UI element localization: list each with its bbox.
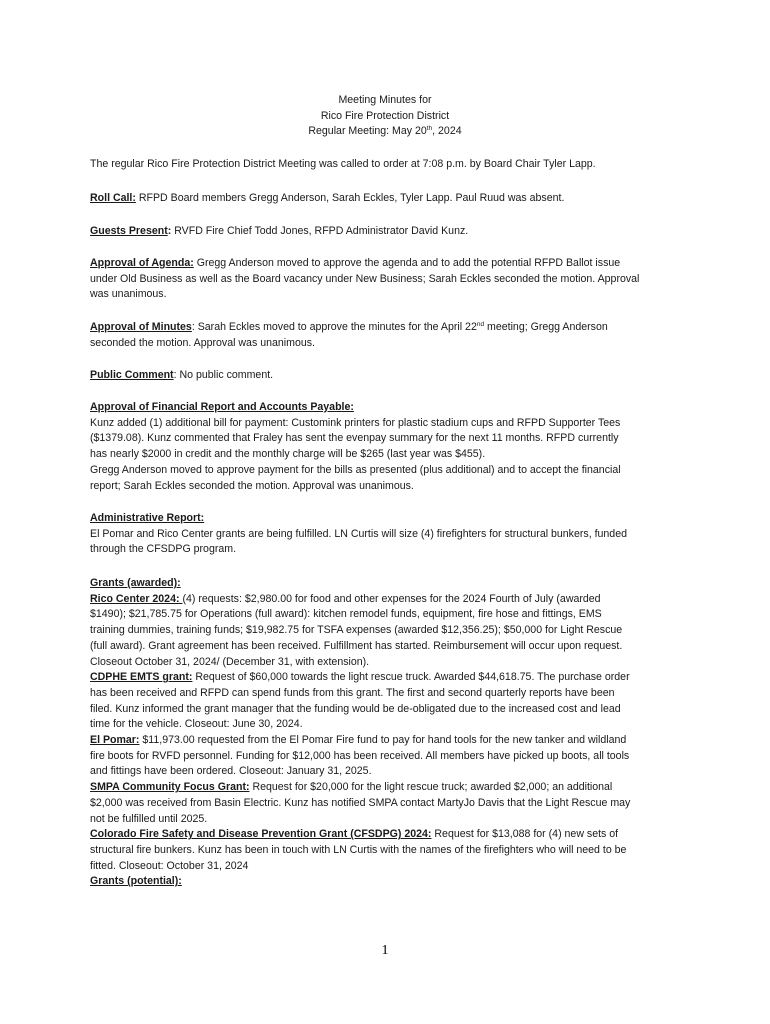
smpa-line: $2,000 was received from Basin Electric. Kunz has notified SMPA contact MartyJo Davis that the Light Rescue may [90, 796, 631, 809]
public-comment-label: Public Comment [90, 369, 174, 381]
minutes-label: Approval of Minutes [90, 321, 192, 333]
financial-heading: Approval of Financial Report and Accounts Payable: [90, 401, 354, 413]
guests-colon: : [167, 225, 172, 237]
cdphe-line: filed. Kunz informed the grant manager that the funding would be de-obligated due to the increased cost and lead [90, 702, 621, 715]
financial-line: ($1379.08). Kunz commented that Fraley has sent the evenpay summary for the next 11 months. RFPD currently [90, 432, 619, 445]
minutes-text-1b: meeting; Gregg Anderson [484, 321, 608, 333]
approval-of-agenda [90, 256, 690, 303]
cdphe-line: has been received and RFPD can spend funds from this grant. The first and second quarterly reports have been [90, 686, 615, 699]
cfsdpg-line-1 [90, 827, 690, 843]
admin-line: El Pomar and Rico Center grants are being fulfilled. LN Curtis will size (4) firefighters for structural bunkers, funded [90, 527, 627, 540]
smpa-label: SMPA Community Focus Grant: [90, 781, 250, 794]
cdphe-line: time for the vehicle. Closeout: June 30, 2024. [90, 718, 303, 731]
header-title: Meeting Minutes for [338, 94, 432, 106]
page-number: 1 [381, 943, 389, 958]
rico-line: (full award). Grant agreement has been received. Fulfillment has started. Reimbursement will occur upon request. [90, 639, 623, 652]
elpomar-line-1 [90, 733, 690, 749]
agenda-label: Approval of Agenda: [90, 257, 194, 269]
cfsdpg-line: fitted. Closeout: October 31, 2024 [90, 859, 249, 872]
call-to-order: The regular Rico Fire Protection District Meeting was called to order at 7:08 p.m. by Board Chair Tyler Lapp. [90, 158, 596, 170]
public-comment-text: : No public comment. [173, 369, 274, 381]
minutes-text-1: : Sarah Eckles moved to approve the minutes for the April 22 [191, 321, 477, 333]
agenda-line-2: under Old Business as well as the Board vacancy under New Business; Sarah Eckles seconded the motion. Approval [90, 272, 640, 285]
rico-label: Rico Center 2024: [90, 592, 183, 605]
financial-report [90, 400, 690, 494]
administrative-report [90, 511, 690, 558]
admin-line: through the CFSDPG program. [90, 543, 237, 556]
elpomar-line: and fittings have been ordered. Closeout: January 31, 2025. [90, 765, 372, 778]
agenda-text-1: Gregg Anderson moved to approve the agenda and to add the potential RFPD Ballot issue [193, 257, 621, 269]
cfsdpg-line: structural fire bunkers. Kunz has been in touch with LN Curtis with the names of the firefighters who will need to be [90, 843, 627, 856]
grants-heading: Grants (awarded): [90, 577, 181, 589]
minutes-line-2: seconded the motion. Approval was unanimous. [90, 336, 315, 349]
rico-line: training dummies, training funds; $19,982.75 for TSFA expenses (awarded $12,356.25); $50,000 for Light Rescue [90, 624, 623, 637]
admin-heading: Administrative Report: [90, 512, 205, 524]
rico-text-1: (4) requests: $2,980.00 for food and other expenses for the 2024 Fourth of July (awarded [182, 592, 601, 605]
financial-line: report; Sarah Eckles seconded the motion. Approval was unanimous. [90, 479, 414, 492]
elpomar-label: El Pomar: [90, 734, 140, 747]
approval-of-minutes [90, 320, 690, 351]
roll-call-label: Roll Call: [90, 192, 136, 204]
roll-call-text: RFPD Board members Gregg Anderson, Sarah Eckles, Tyler Lapp. Paul Ruud was absent. [135, 192, 565, 204]
cfsdpg-label: Colorado Fire Safety and Disease Prevention Grant (CFSDPG) 2024: [90, 828, 432, 841]
guests-label: Guests Present [90, 225, 168, 237]
cdphe-line-1 [90, 670, 690, 686]
rico-line: Closeout October 31, 2024/ (December 31, with extension). [90, 655, 370, 668]
roll-call [90, 191, 690, 207]
minutes-line-1 [90, 320, 690, 336]
header-organization: Rico Fire Protection District [320, 109, 450, 122]
financial-line: Kunz added (1) additional bill for payment: Customink printers for plastic stadium cups and RFPD Supporter Tees [90, 416, 621, 429]
document-header [0, 93, 770, 140]
meeting-date-suffix: th [426, 125, 433, 132]
agenda-line-3: was unanimous. [90, 288, 167, 301]
guests-present [90, 224, 690, 240]
elpomar-line: fire boots for RVFD personnel. Funding for $12,000 has been received. All members have picked up boots, all tools [90, 749, 630, 762]
cfsdpg-text-1: Request for $13,088 for (4) new sets of [431, 828, 619, 841]
grants-potential-heading: Grants (potential): [90, 875, 182, 888]
header-meeting-date [0, 124, 770, 140]
cdphe-text-1: Request of $60,000 towards the light rescue truck. Awarded $44,618.75. The purchase order [192, 671, 630, 684]
rico-line: $1490); $21,785.75 for Operations (full award): kitchen remodel funds, equipment, fire hose and fittings, EMS [90, 608, 602, 621]
guests-text: RVFD Fire Chief Todd Jones, RFPD Administrator David Kunz. [171, 225, 469, 237]
cdphe-label: CDPHE EMTS grant: [90, 671, 193, 684]
agenda-line-1 [90, 256, 690, 272]
smpa-line-1 [90, 780, 690, 796]
elpomar-text-1: $11,973.00 requested from the El Pomar Fire fund to pay for hand tools for the new tanker and wildland [139, 734, 627, 747]
minutes-suffix: nd [476, 321, 485, 328]
smpa-text-1: Request for $20,000 for the light rescue truck; awarded $2,000; an additional [249, 781, 613, 794]
grants-section [90, 576, 690, 890]
financial-line: Gregg Anderson moved to approve payment for the bills as presented (plus additional) and to accept the financial [90, 463, 621, 476]
smpa-line: not be fulfilled until 2025. [90, 812, 208, 825]
rico-line-1 [90, 592, 690, 608]
financial-line: has nearly $2000 in credit and the monthly charge will be $265 (last year was $455). [90, 448, 486, 461]
public-comment [90, 368, 690, 384]
meeting-date-year: , 2024 [432, 125, 462, 137]
meeting-date-text: Regular Meeting: May 20 [308, 125, 427, 137]
